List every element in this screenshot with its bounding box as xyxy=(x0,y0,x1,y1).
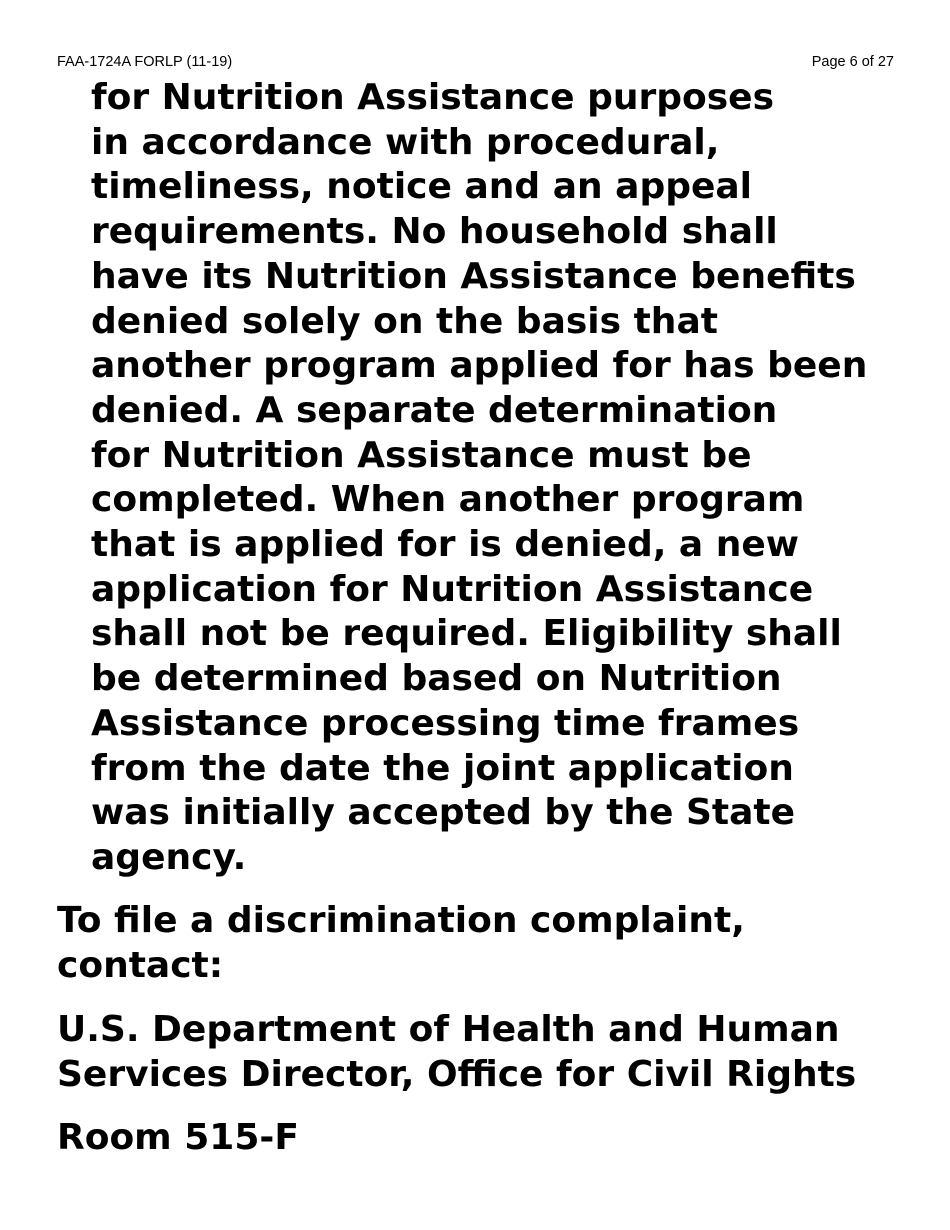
page-header xyxy=(57,52,894,72)
paragraph-line: timeliness, notice and an appeal xyxy=(91,166,753,208)
paragraph-line: have its Nutrition Assistance benefits xyxy=(91,255,856,297)
heading-line: To file a discrimination complaint, xyxy=(57,900,745,941)
paragraph-line: that is applied for is denied, a new xyxy=(91,524,800,566)
complaint-heading xyxy=(57,898,927,988)
paragraph-line: Assistance processing time frames xyxy=(91,702,800,744)
paragraph-line: application for Nutrition Assistance xyxy=(91,568,814,610)
paragraph-line: denied solely on the basis that xyxy=(91,300,718,342)
room-number xyxy=(57,1115,927,1160)
paragraph-line: for Nutrition Assistance must be xyxy=(91,434,752,476)
paragraph-line: agency. xyxy=(91,836,247,878)
page-number: Page 6 of 27 xyxy=(811,54,894,70)
department-name xyxy=(57,1007,927,1097)
paragraph-line: from the date the joint application xyxy=(91,747,794,789)
paragraph-line: was initially accepted by the State xyxy=(91,792,796,834)
paragraph-line: requirements. No household shall xyxy=(91,211,778,253)
paragraph-line: completed. When another program xyxy=(91,479,805,521)
heading-line: contact: xyxy=(57,945,224,986)
paragraph-line: in accordance with procedural, xyxy=(91,121,720,163)
paragraph-line: be determined based on Nutrition xyxy=(91,658,782,700)
department-line: U.S. Department of Health and Human xyxy=(57,1009,840,1050)
paragraph-line: denied. A separate determination xyxy=(91,389,778,431)
nutrition-assistance-paragraph xyxy=(91,76,911,881)
form-id: FAA-1724A FORLP (11-19) xyxy=(57,54,233,70)
paragraph-line: another program applied for has been xyxy=(91,345,868,387)
paragraph-line: for Nutrition Assistance purposes xyxy=(91,77,775,118)
department-line: Services Director, Office for Civil Rights xyxy=(57,1054,857,1095)
room-line: Room 515-F xyxy=(57,1117,299,1158)
paragraph-line: shall not be required. Eligibility shall xyxy=(91,613,842,655)
